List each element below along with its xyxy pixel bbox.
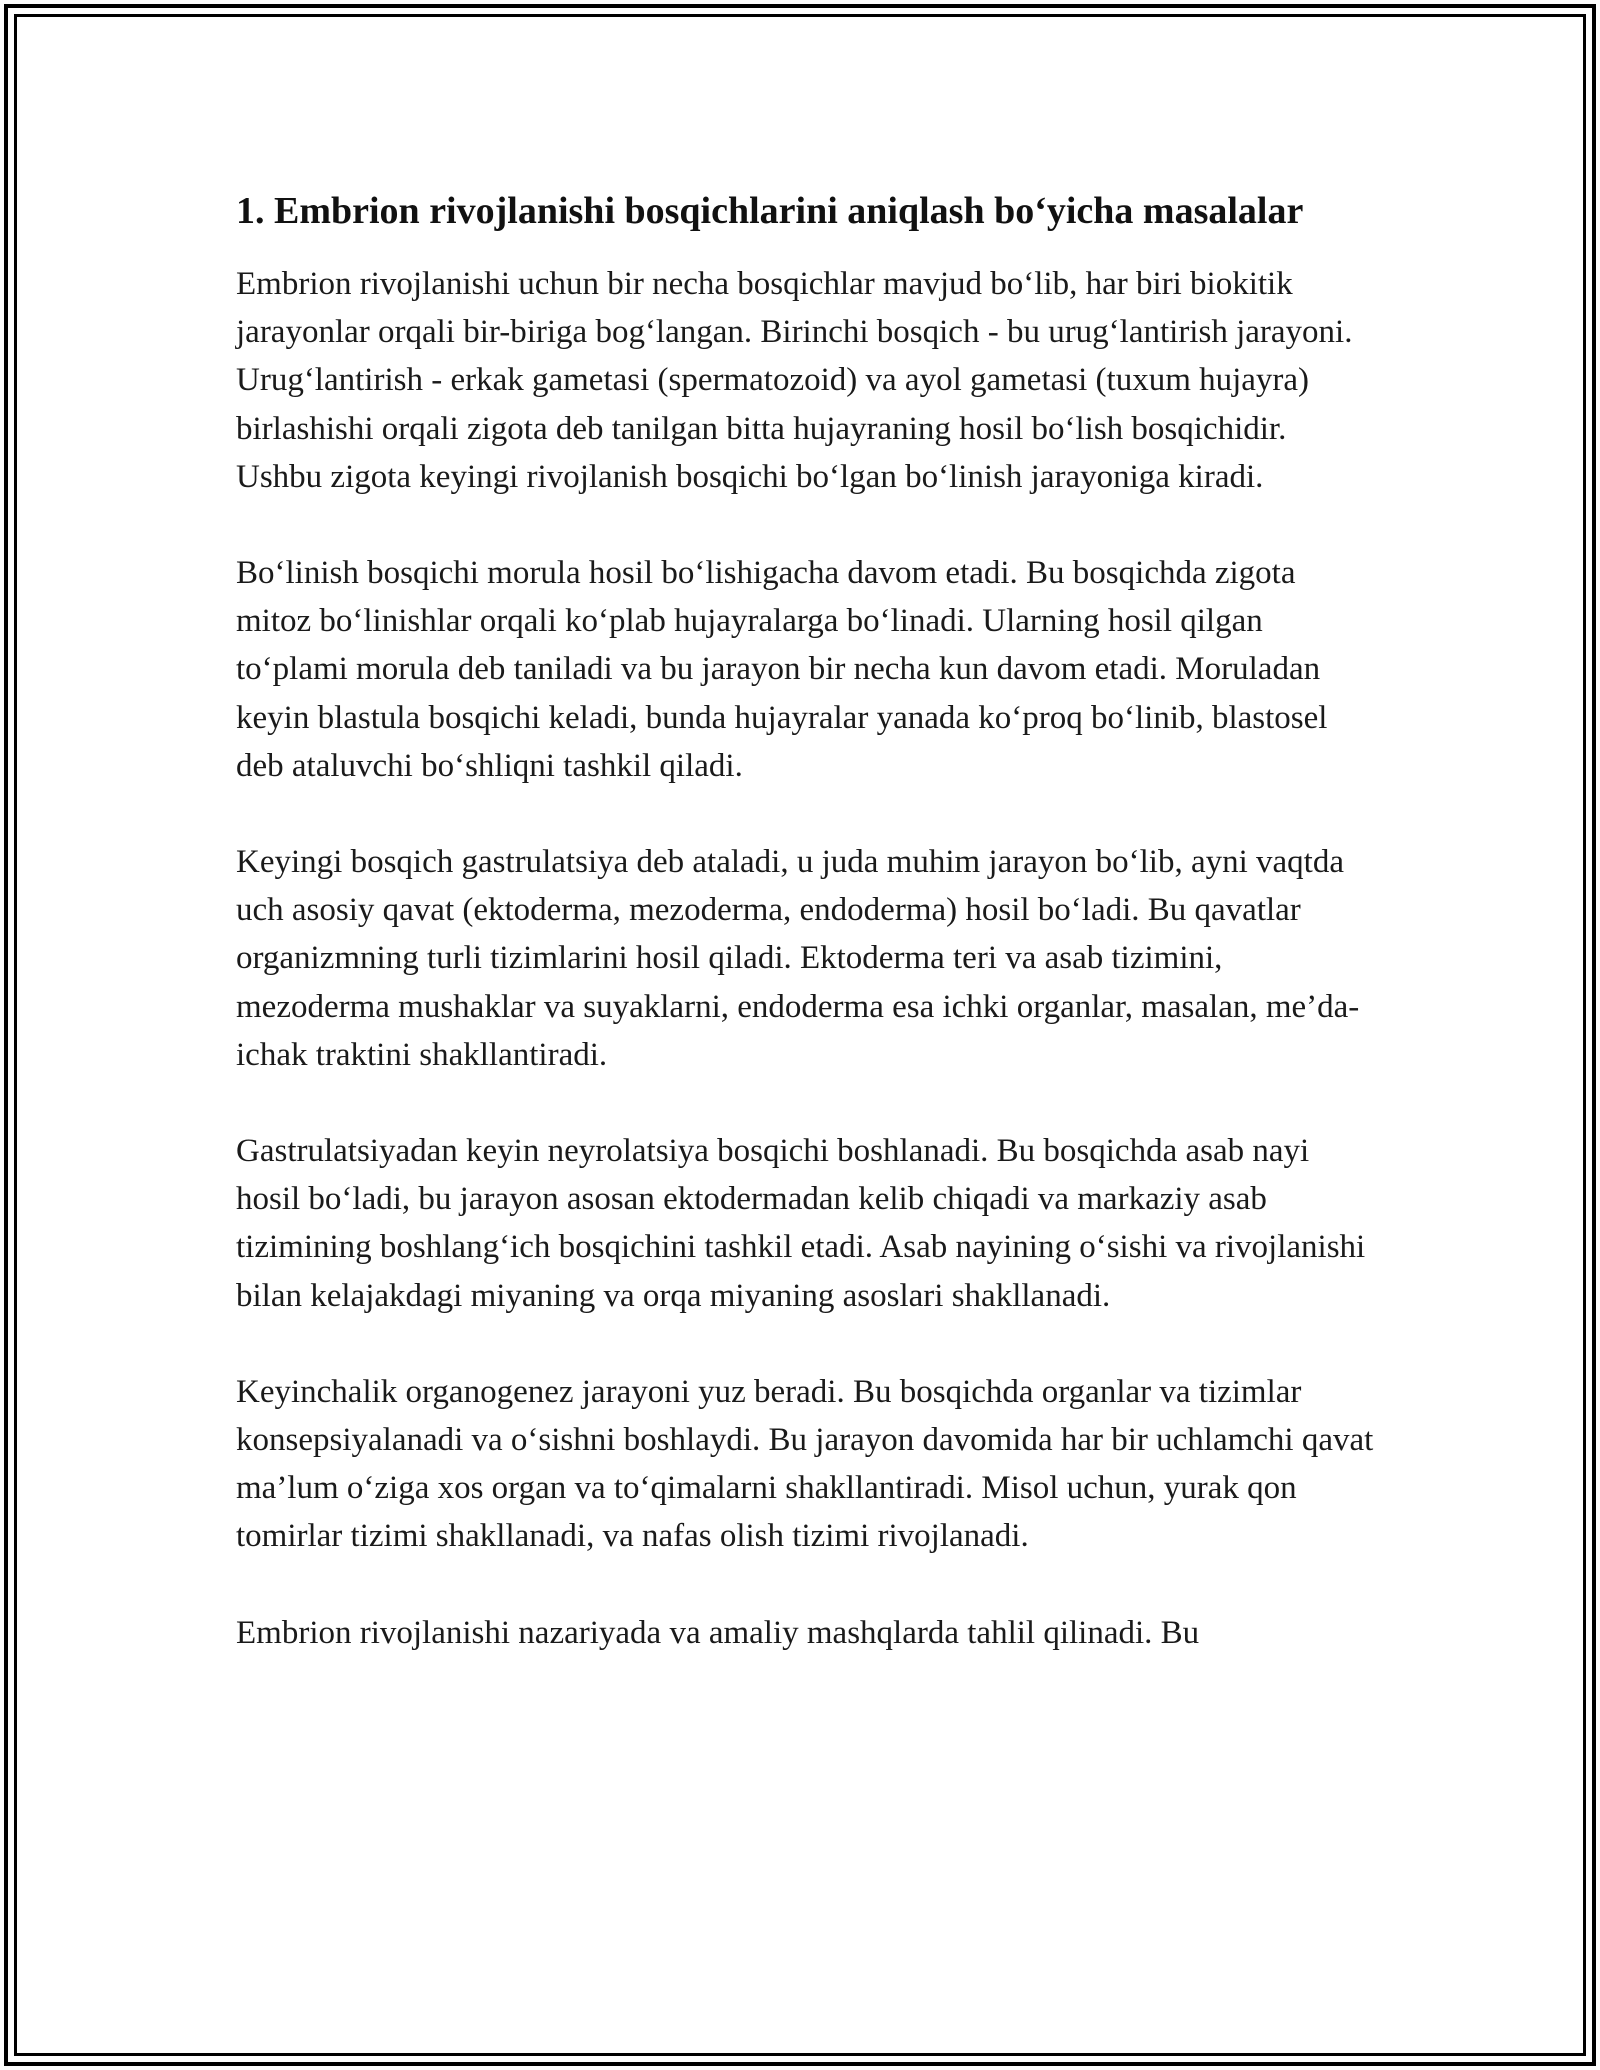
paragraph-6: Embrion rivojlanishi nazariyada va amaliy mashqlarda tahlil qilinadi. Bu (236, 1614, 1200, 1651)
section-heading: 1. Embrion rivojlanishi bosqichlarini aniqlash bo‘yicha masalalar (236, 190, 1304, 232)
paragraph-3: Keyingi bosqich gastrulatsiya deb ataladi, u juda muhim jarayon bo‘lib, ayni vaqtda uch asosiy qavat (ektoderma, mezoderma, endoderma) hosil bo‘ladi. Bu qavatlar organizmning turli tizimlarini hosil qiladi. Ektoderma teri va asab tizimini, mezoderma mushaklar va suyaklarni, endoderma esa ichki organlar, masalan, me’da-ichak traktini shakllantiradi. (236, 844, 1360, 1073)
paragraph-1: Embrion rivojlanishi uchun bir necha bosqichlar mavjud bo‘lib, har biri biokitik jarayonlar orqali bir-biriga bog‘langan. Birinchi bosqich - bu urug‘lantirish jarayoni. Urug‘lantirish - erkak gametasi (spermatozoid) va ayol gametasi (tuxum hujayra) birlashishi orqali zigota deb tanilgan bitta hujayraning hosil bo‘lish bosqichidir. Ushbu zigota keyingi rivojlanish bosqichi bo‘lgan bo‘linish jarayoniga kiradi. (236, 266, 1353, 495)
paragraph-2: Bo‘linish bosqichi morula hosil bo‘lishigacha davom etadi. Bu bosqichda zigota mitoz bo‘linishlar orqali ko‘plab hujayralarga bo‘linadi. Ularning hosil qilgan to‘plami morula deb taniladi va bu jarayon bir necha kun davom etadi. Moruladan keyin blastula bosqichi keladi, bunda hujayralar yanada ko‘proq bo‘linib, blastosel deb ataluvchi bo‘shliqni tashkil qiladi. (236, 555, 1328, 784)
paragraph-4: Gastrulatsiyadan keyin neyrolatsiya bosqichi boshlanadi. Bu bosqichda asab nayi hosil bo‘ladi, bu jarayon asosan ektodermadan kelib chiqadi va markaziy asab tizimining boshlang‘ich bosqichini tashkil etadi. Asab nayining o‘sishi va rivojlanishi bilan kelajakdagi miyaning va orqa miyaning asoslari shakllanadi. (236, 1133, 1366, 1314)
paragraph-5: Keyinchalik organogenez jarayoni yuz beradi. Bu bosqichda organlar va tizimlar konsepsiyalanadi va o‘sishni boshlaydi. Bu jarayon davomida har bir uchlamchi qavat ma’lum o‘ziga xos organ va to‘qimalarni shakllantiradi. Misol uchun, yurak qon tomirlar tizimi shakllanadi, va nafas olish tizimi rivojlanadi. (236, 1373, 1374, 1555)
document-body (236, 184, 1376, 1705)
